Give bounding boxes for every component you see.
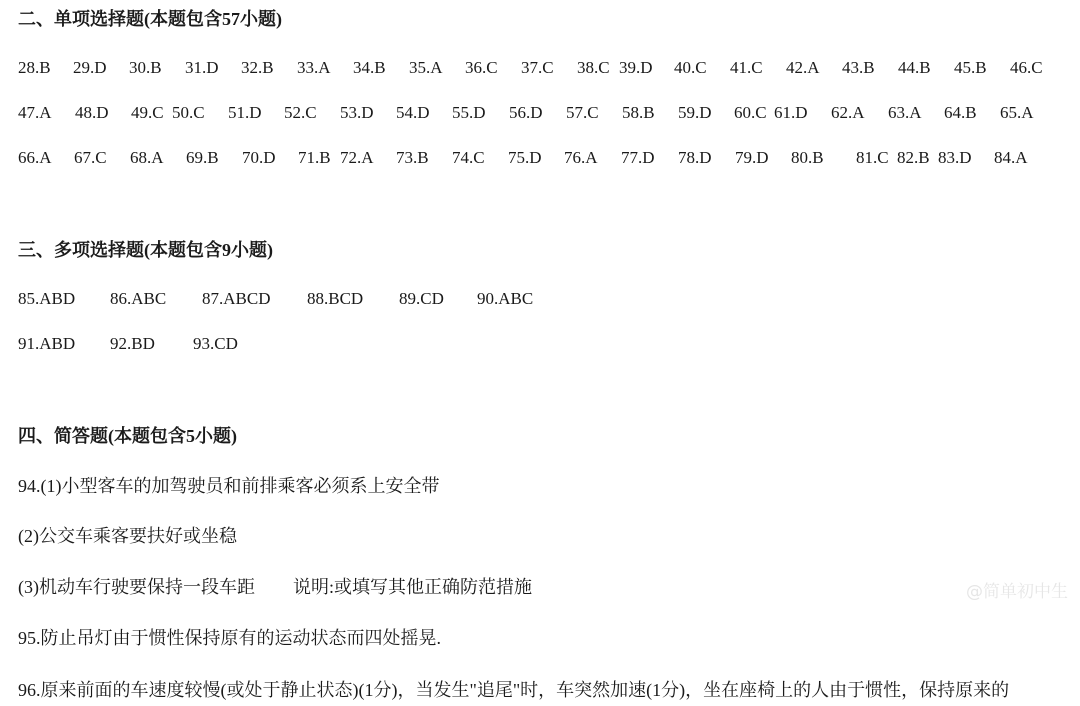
section3-heading: 三、多项选择题(本题包含9小题) [18, 240, 273, 260]
answer-item: 35.A [409, 58, 443, 77]
answer-item: 47.A [18, 103, 52, 122]
answer-item: 87.ABCD [202, 289, 271, 308]
answer-item: 40.C [674, 58, 707, 77]
answer-item: 57.C [566, 103, 599, 122]
answer-row [18, 146, 1080, 170]
answer-item: 28.B [18, 58, 51, 77]
answer-item: 92.BD [110, 334, 155, 353]
answer-item: 67.C [74, 148, 107, 167]
answer-item: 73.B [396, 148, 429, 167]
answer-item: 46.C [1010, 58, 1043, 77]
answer-item: 39.D [619, 58, 653, 77]
section4-heading: 四、简答题(本题包含5小题) [18, 426, 237, 446]
answer-item: 74.C [452, 148, 485, 167]
watermark: @简单初中生 [966, 582, 1068, 602]
answer-item: 42.A [786, 58, 820, 77]
answer-item: 76.A [564, 148, 598, 167]
answer-item: 78.D [678, 148, 712, 167]
answer-row [18, 101, 1080, 125]
answer-item: 72.A [340, 148, 374, 167]
answer-94-3-line [18, 575, 532, 599]
answer-item: 88.BCD [307, 289, 364, 308]
answer-item: 36.C [465, 58, 498, 77]
answer-item: 70.D [242, 148, 276, 167]
answer-item: 90.ABC [477, 289, 534, 308]
answer-item: 82.B [897, 148, 930, 167]
answer-item: 38.C [577, 58, 610, 77]
answer-item: 30.B [129, 58, 162, 77]
section2-heading: 二、单项选择题(本题包含57小题) [18, 9, 282, 29]
answer-item: 29.D [73, 58, 107, 77]
answer-94-1: 94.(1)小型客车的加驾驶员和前排乘客必须系上安全带 [18, 476, 440, 496]
answer-item: 79.D [735, 148, 769, 167]
answer-item: 65.A [1000, 103, 1034, 122]
answer-94-note: 说明:或填写其他正确防范措施 [293, 577, 532, 597]
answer-item: 41.C [730, 58, 763, 77]
answer-item: 37.C [521, 58, 554, 77]
answer-item: 77.D [621, 148, 655, 167]
answer-item: 81.C [856, 148, 889, 167]
answer-item: 63.A [888, 103, 922, 122]
answer-item: 56.D [509, 103, 543, 122]
answer-item: 33.A [297, 58, 331, 77]
answer-item: 80.B [791, 148, 824, 167]
answer-item: 45.B [954, 58, 987, 77]
answer-item: 31.D [185, 58, 219, 77]
answer-item: 53.D [340, 103, 374, 122]
answer-item: 51.D [228, 103, 262, 122]
answer-item: 54.D [396, 103, 430, 122]
answer-item: 69.B [186, 148, 219, 167]
answer-item: 34.B [353, 58, 386, 77]
answer-row [18, 287, 1080, 311]
answer-item: 50.C [172, 103, 205, 122]
answer-item: 64.B [944, 103, 977, 122]
answer-item: 43.B [842, 58, 875, 77]
answer-item: 68.A [130, 148, 164, 167]
answer-item: 66.A [18, 148, 52, 167]
answer-item: 62.A [831, 103, 865, 122]
answer-item: 85.ABD [18, 289, 76, 308]
answer-item: 32.B [241, 58, 274, 77]
answer-item: 75.D [508, 148, 542, 167]
answer-item: 55.D [452, 103, 486, 122]
answer-item: 60.C [734, 103, 767, 122]
answer-item: 61.D [774, 103, 808, 122]
answer-94-2: (2)公交车乘客要扶好或坐稳 [18, 526, 237, 546]
answer-item: 49.C [131, 103, 164, 122]
answer-row [18, 56, 1080, 80]
answer-item: 84.A [994, 148, 1028, 167]
answer-item: 59.D [678, 103, 712, 122]
answer-item: 91.ABD [18, 334, 76, 353]
answer-item: 58.B [622, 103, 655, 122]
answer-row [18, 332, 1080, 356]
answer-item: 71.B [298, 148, 331, 167]
answer-item: 44.B [898, 58, 931, 77]
answer-item: 93.CD [193, 334, 238, 353]
answer-item: 52.C [284, 103, 317, 122]
answer-item: 48.D [75, 103, 109, 122]
answer-item: 83.D [938, 148, 972, 167]
answer-94-3: (3)机动车行驶要保持一段车距 [18, 577, 255, 597]
answer-item: 86.ABC [110, 289, 167, 308]
answer-item: 89.CD [399, 289, 444, 308]
answer-96: 96.原来前面的车速度较慢(或处于静止状态)(1分)，当发生"追尾"时，车突然加速(1分)，坐在座椅上的人由于惯性，保持原来的 [18, 680, 1010, 700]
answer-95: 95.防止吊灯由于惯性保持原有的运动状态而四处摇晃. [18, 628, 441, 648]
